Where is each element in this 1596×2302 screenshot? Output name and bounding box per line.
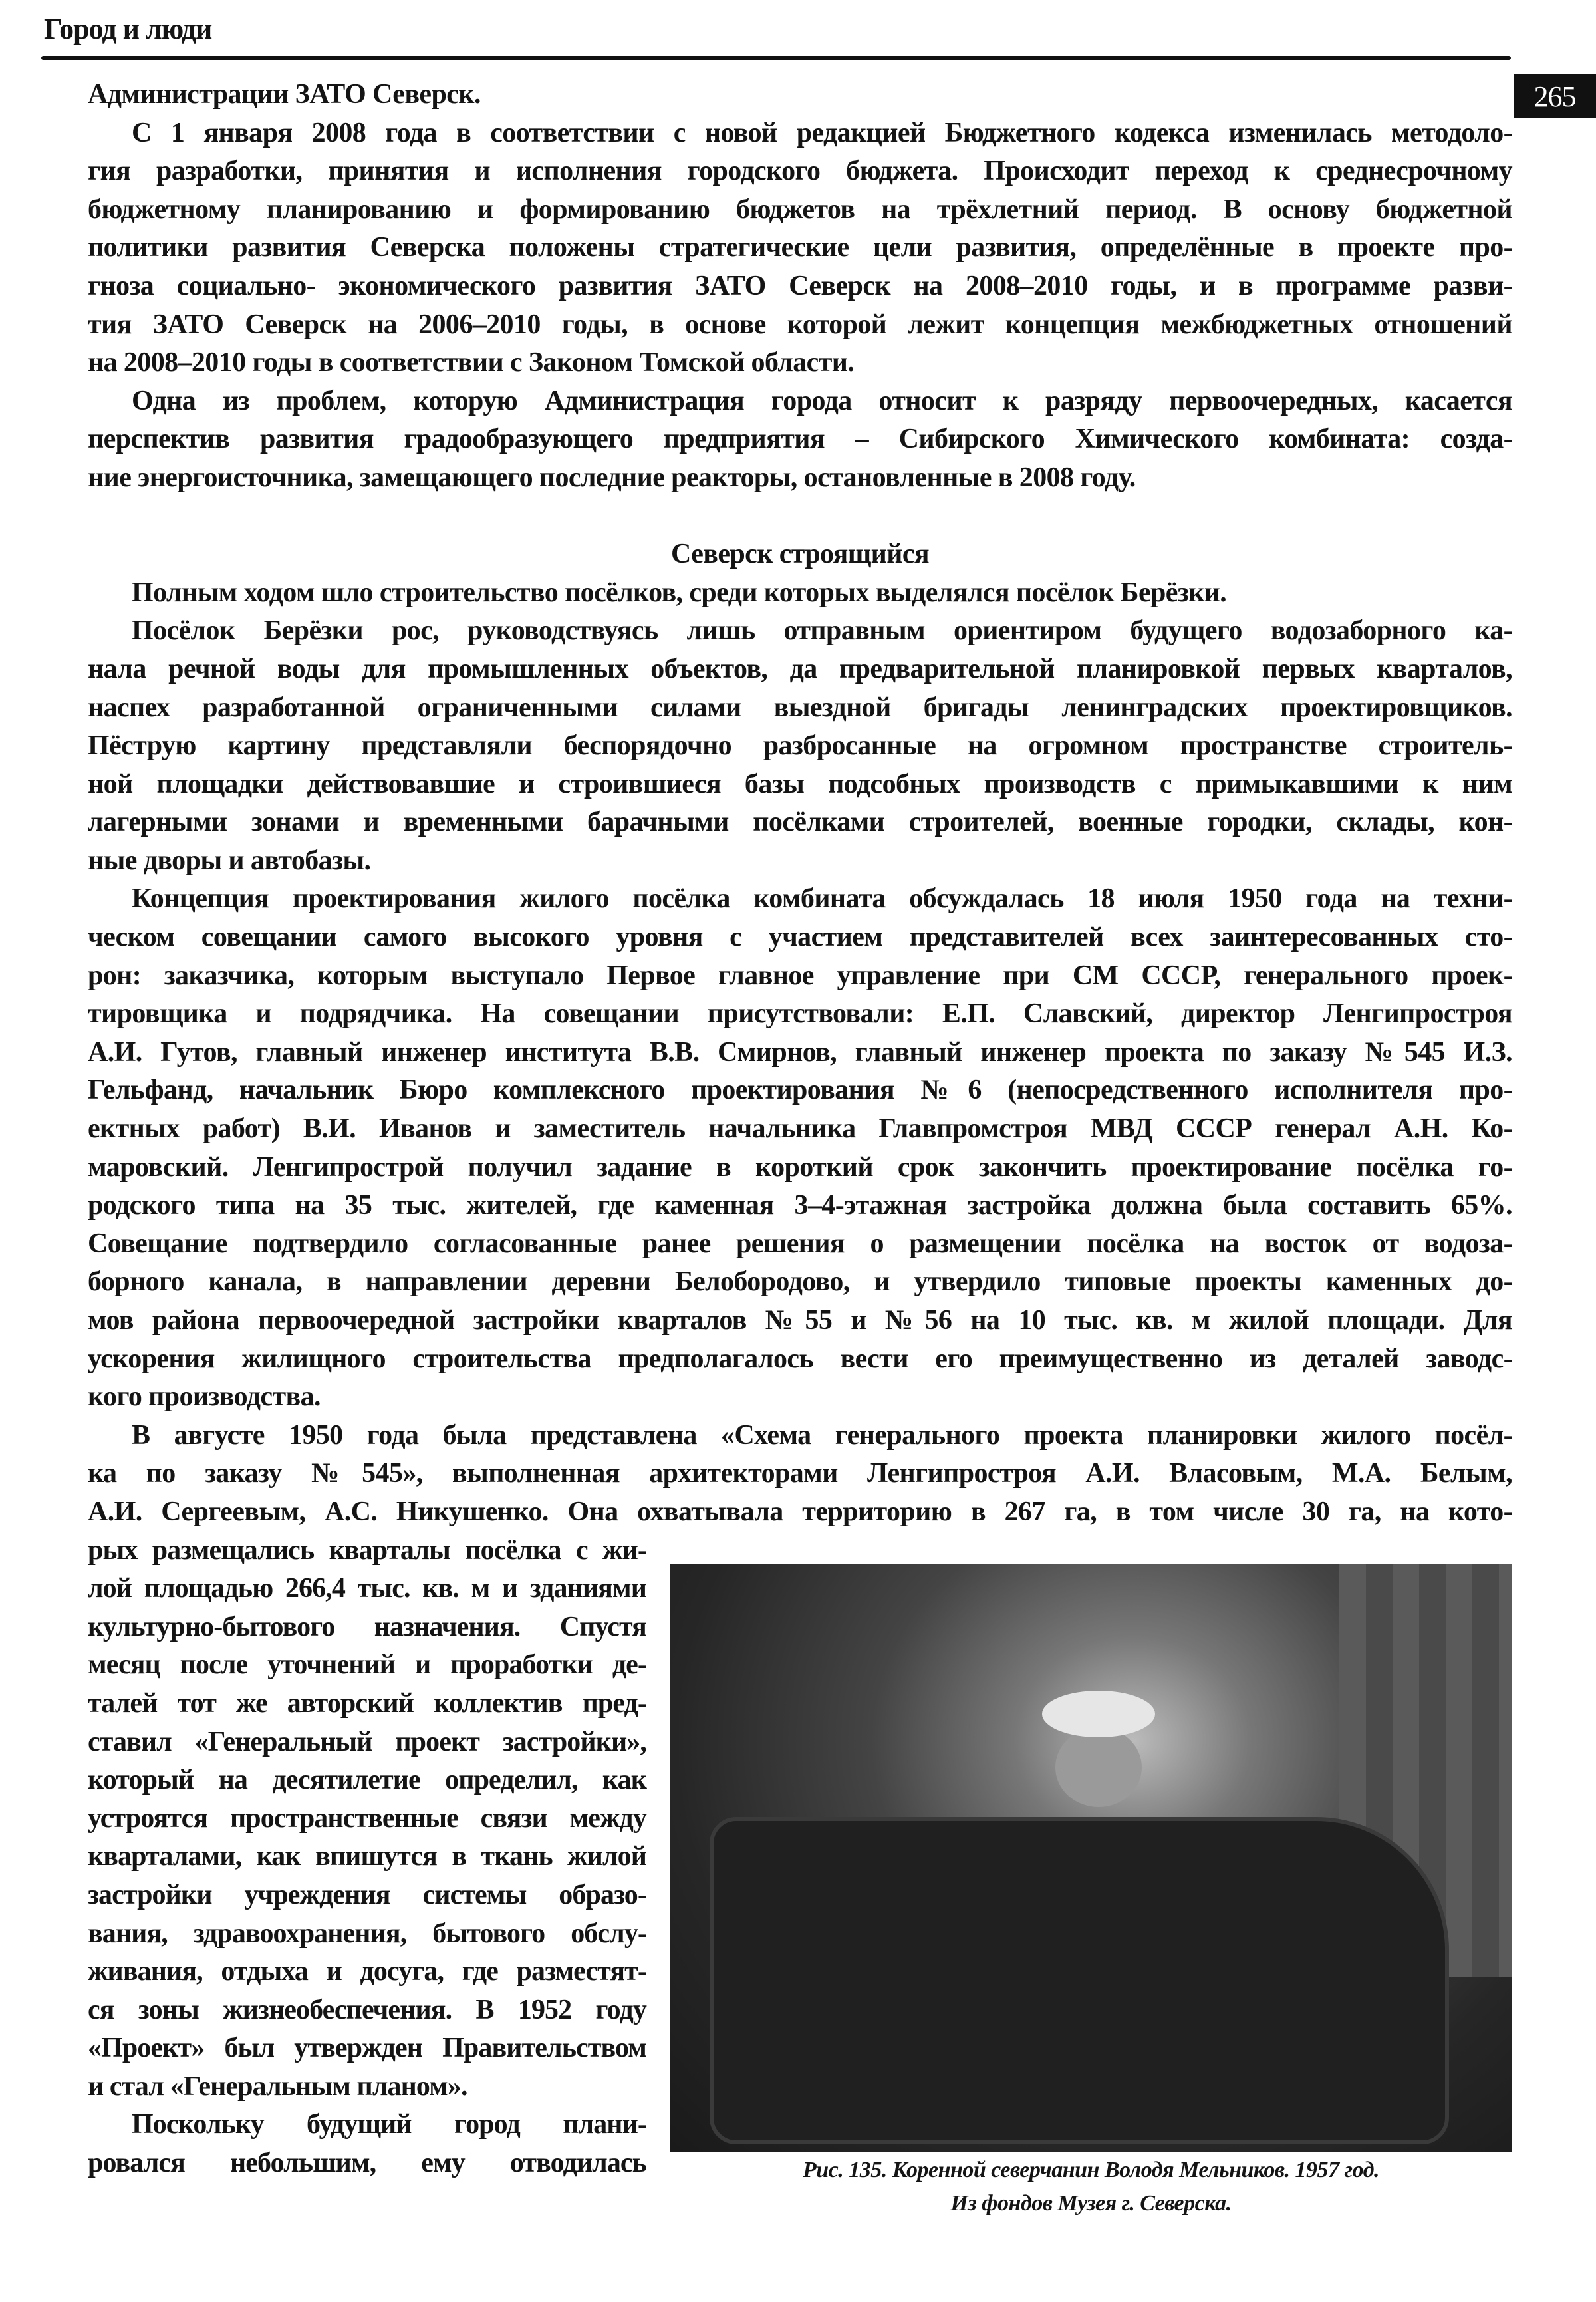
text-line: Поскольку будущий город плани- <box>132 2109 646 2140</box>
text-line: кварталами, как впишутся в ткань жилой <box>88 1841 646 1872</box>
page-number-badge: 265 <box>1514 74 1596 118</box>
text-line: ной площадки действовавшие и строившиеся базы подсобных производств с примыкавшими к ним <box>88 768 1512 799</box>
text-line: живания, отдыха и досуга, где разместят- <box>88 1956 646 1987</box>
text-line: ся зоны жизнеобеспечения. В 1952 году <box>88 1994 646 2025</box>
text-line: нала речной воды для промышленных объектов, да предварительной планировкой первых кварталов, <box>88 653 1512 684</box>
text-line: ускорения жилищного строительства предполагалось вести его преимущественно из деталей заводс- <box>88 1343 1512 1374</box>
text-line: лой площадью 266,4 тыс. кв. м и зданиями <box>88 1573 646 1604</box>
figure-caption <box>670 2154 1512 2220</box>
text-line: борного канала, в направлении деревни Белобородово, и утвердило типовые проекты каменных до- <box>88 1266 1512 1298</box>
text-line: Гельфанд, начальник Бюро комплексного проектирования №6 (непосредственного исполнителя про- <box>88 1075 1512 1106</box>
text-line: маровский. Ленгипрострой получил задание в короткий срок закончить проектирование посёлка го- <box>88 1151 1512 1183</box>
text-line: культурно-бытового назначения. Спустя <box>88 1611 646 1642</box>
text-line: застройки учреждения системы образо- <box>88 1879 646 1910</box>
text-line: который на десятилетие определил, как <box>88 1765 646 1796</box>
text-line: ставил «Генеральный проект застройки», <box>88 1726 646 1757</box>
text-line: А.И. Гутов, главный инженер института В.В. Смирнов, главный инженер проекта по заказу №545 И.З. <box>88 1036 1512 1068</box>
photo-child-in-pram <box>670 1564 1512 2152</box>
text-line: кого производства. <box>88 1381 321 1413</box>
text-line: Полным ходом шло строительство посёлков, среди которых выделялся посёлок Берёзки. <box>132 577 1227 608</box>
text-line: месяц после уточнений и проработки де- <box>88 1650 646 1681</box>
text-line: рон: заказчика, которым выступало Первое главное управление при СМ СССР, генерального проек- <box>88 960 1512 991</box>
text-line: и стал «Генеральным планом». <box>88 2071 467 2102</box>
caption-line-1: Рис. 135. Коренной северчанин Володя Мельников. 1957 год. <box>802 2158 1380 2182</box>
running-head-title: Город и люди <box>44 13 212 45</box>
text-line: гия разработки, принятия и исполнения городского бюджета. Происходит переход к среднесрочному <box>88 156 1512 187</box>
text-line: В августе 1950 года была представлена «Схема генерального проекта планировки жилого посёл- <box>132 1419 1512 1451</box>
text-line: мов района первоочередной застройки кварталов №55 и №56 на 10 тыс. кв. м жилой площади. Для <box>88 1305 1512 1336</box>
text-line: ектных работ) В.И. Иванов и заместитель начальника Главпромстроя МВД СССР генерал А.Н. Ко- <box>88 1113 1512 1145</box>
text-line: талей тот же авторский коллектив пред- <box>88 1687 646 1719</box>
text-line: ные дворы и автобазы. <box>88 845 371 876</box>
text-line: ческом совещании самого высокого уровня с участием представителей всех заинтересованных сто- <box>88 922 1512 953</box>
text-line: Администрации ЗАТО Северск. <box>88 79 481 110</box>
text-line: родского типа на 35 тыс. жителей, где каменная 3–4-этажная застройка должна была составить 65%. <box>88 1190 1512 1221</box>
text-line: политики развития Северска положены стратегические цели развития, определённые в проекте про- <box>88 232 1512 263</box>
text-line: Посёлок Берёзки рос, руководствуясь лишь отправным ориентиром будущего водозаборного ка- <box>132 615 1512 647</box>
caption-line-2: Из фондов Музея г. Северска. <box>950 2191 1232 2216</box>
text-line: устроятся пространственные связи между <box>88 1802 646 1834</box>
text-line: Совещание подтвердило согласованные ранее решения о размещении посёлка на восток от водоза- <box>88 1228 1512 1259</box>
text-line: гноза социально- экономического развития ЗАТО Северск на 2008–2010 годы, и в программе разви- <box>88 270 1512 301</box>
text-line: бюджетному планированию и формированию бюджетов на трёхлетний период. В основу бюджетной <box>88 194 1512 225</box>
text-line: лагерными зонами и временными барачными посёлками строителей, военные городки, склады, кон- <box>88 807 1512 838</box>
text-line: ние энергоисточника, замещающего последние реакторы, остановленные в 2008 году. <box>88 462 1136 493</box>
text-line: Одна из проблем, которую Администрация города относит к разряду первоочередных, касается <box>132 385 1512 416</box>
text-line: тировщика и подрядчика. На совещании присутствовали: Е.П. Славский, директор Ленгипростроя <box>88 998 1512 1030</box>
text-line: рых размещались кварталы посёлка с жи- <box>88 1534 646 1566</box>
text-line: на 2008–2010 годы в соответствии с Законом Томской области. <box>88 347 855 378</box>
text-line: наспех разработанной ограниченными силами выездной бригады ленинградских проектировщиков. <box>88 692 1512 723</box>
text-line: Концепция проектирования жилого посёлка комбината обсуждалась 18 июля 1950 года на техни- <box>132 883 1512 915</box>
text-line: С 1 января 2008 года в соответствии с новой редакцией Бюджетного кодекса изменилась методоло- <box>132 117 1512 148</box>
text-line: тия ЗАТО Северск на 2006–2010 годы, в основе которой лежит концепция межбюджетных отношений <box>88 309 1512 340</box>
text-line: Пёструю картину представляли беспорядочно разбросанные на огромном пространстве строитель- <box>88 730 1512 762</box>
text-line: «Проект» был утвержден Правительством <box>88 2033 646 2064</box>
header-rule <box>41 56 1511 60</box>
section-heading: Северск строящийся <box>671 539 929 570</box>
text-line: вания, здравоохранения, бытового обслу- <box>88 1918 646 1949</box>
text-line: ровался небольшим, ему отводилась <box>88 2148 646 2179</box>
blank-line <box>88 498 1512 536</box>
text-line: ка по заказу №545», выполненная архитекторами Ленгипростроя А.И. Власовым, М.А. Белым, <box>88 1458 1512 1489</box>
text-line: А.И. Сергеевым, А.С. Никушенко. Она охватывала территорию в 267 га, в том числе 30 га, на кото- <box>88 1496 1512 1527</box>
text-line: перспектив развития градообразующего предприятия – Сибирского Химического комбината: созда- <box>88 424 1512 455</box>
photo-child-face <box>1055 1727 1142 1807</box>
photo-child-hat <box>1042 1691 1155 1737</box>
photo-pram <box>710 1817 1449 2144</box>
